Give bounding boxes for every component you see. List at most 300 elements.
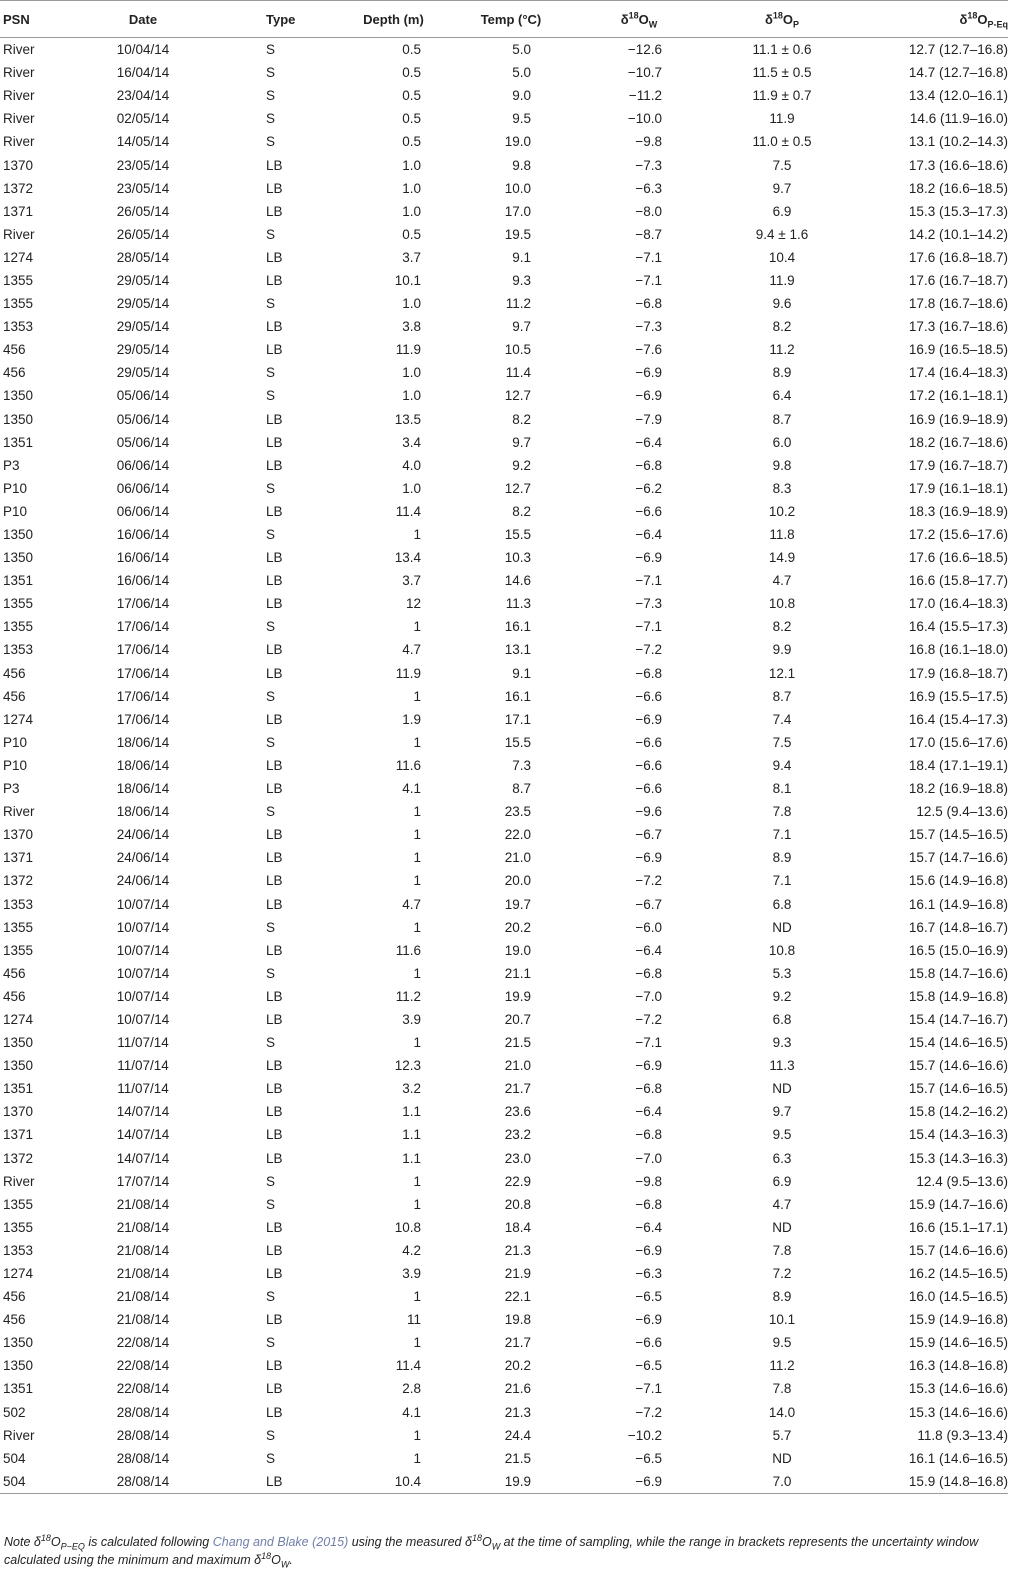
cell-d18op: 5.7 [772, 1427, 792, 1443]
cell-date: 02/05/14 [116, 111, 170, 127]
cell-psn: 1350 [3, 1358, 34, 1374]
cell-d18op: 11.9 [769, 111, 795, 127]
cell-psn: 1350 [3, 527, 34, 543]
table-row [0, 939, 1008, 962]
cell-d18ow: −6.9 [635, 850, 662, 866]
header-temp: Temp (°C) [451, 1, 571, 38]
cell-d18ow: −12.6 [627, 42, 662, 58]
table-row [0, 1262, 1008, 1285]
cell-d18opeq: 17.0 (15.6–17.6) [908, 734, 1008, 750]
cell-date: 10/07/14 [116, 988, 170, 1004]
cell-d18ow: −9.8 [635, 1173, 662, 1189]
cell-depth: 11.2 [395, 988, 421, 1004]
cell-d18op: 11.5 ± 0.5 [752, 65, 812, 81]
cell-psn: 1350 [3, 550, 34, 566]
cell-type: S [266, 965, 276, 981]
cell-psn: 1274 [3, 711, 34, 727]
cell-d18opeq: 18.2 (16.9–18.8) [908, 781, 1008, 797]
cell-type: LB [266, 180, 283, 196]
cell-d18opeq: 15.7 (14.7–16.6) [908, 850, 1008, 866]
cell-d18ow: −6.9 [635, 550, 662, 566]
table-row [0, 800, 1008, 823]
cell-d18op: 8.9 [772, 365, 792, 381]
cell-date: 06/06/14 [116, 503, 170, 519]
cell-type: S [266, 527, 276, 543]
cell-temp: 14.6 [504, 573, 531, 589]
cell-date: 24/06/14 [116, 850, 170, 866]
cell-type: S [266, 688, 276, 704]
cell-temp: 21.6 [504, 1381, 531, 1397]
cell-d18op: 9.2 [772, 988, 792, 1004]
cell-d18opeq: 18.3 (16.9–18.9) [908, 503, 1008, 519]
cell-psn: P3 [3, 781, 20, 797]
cell-d18ow: −6.9 [635, 1312, 662, 1328]
cell-psn: 1355 [3, 942, 34, 958]
cell-psn: 1351 [3, 1381, 34, 1397]
table-row [0, 1331, 1008, 1354]
cell-temp: 23.2 [504, 1127, 531, 1143]
cell-psn: 456 [3, 965, 26, 981]
cell-d18opeq: 13.4 (12.0–16.1) [908, 88, 1008, 104]
cell-d18ow: −10.0 [627, 111, 662, 127]
cell-type: S [266, 365, 276, 381]
cell-type: LB [266, 1242, 283, 1258]
table-row [0, 754, 1008, 777]
cell-d18opeq: 15.9 (14.6–16.5) [908, 1335, 1008, 1351]
cell-date: 28/08/14 [116, 1450, 170, 1466]
cell-d18op: 8.1 [772, 781, 792, 797]
table-row [0, 1354, 1008, 1377]
cell-d18op: 4.7 [772, 1196, 792, 1212]
cell-d18op: 8.7 [772, 411, 792, 427]
cell-type: LB [266, 550, 283, 566]
table-row [0, 846, 1008, 869]
cell-date: 28/08/14 [116, 1404, 170, 1420]
cell-d18op: 10.2 [768, 503, 796, 519]
cell-d18opeq: 16.9 (16.5–18.5) [908, 342, 1008, 358]
table-row [0, 1123, 1008, 1146]
cell-type: LB [266, 1404, 283, 1420]
table-row [0, 84, 1008, 107]
cell-d18opeq: 14.6 (11.9–16.0) [909, 111, 1008, 127]
cell-psn: 1353 [3, 1242, 34, 1258]
cell-depth: 0.5 [402, 42, 421, 58]
cell-d18opeq: 16.3 (14.8–16.8) [908, 1358, 1008, 1374]
cell-d18op: 10.1 [768, 1312, 796, 1328]
cell-date: 23/04/14 [116, 88, 170, 104]
table-row [0, 361, 1008, 384]
cell-d18ow: −6.5 [635, 1289, 662, 1305]
cell-d18ow: −7.1 [635, 1381, 662, 1397]
cell-d18ow: −7.3 [635, 319, 662, 335]
cell-d18opeq: 16.0 (14.5–16.5) [908, 1289, 1008, 1305]
cell-d18op: ND [772, 1219, 792, 1235]
table-header-row [0, 1, 1008, 38]
cell-temp: 24.4 [504, 1427, 531, 1443]
cell-d18opeq: 16.6 (15.8–17.7) [908, 573, 1008, 589]
cell-depth: 1.1 [402, 1150, 421, 1166]
cell-d18opeq: 16.4 (15.4–17.3) [908, 711, 1008, 727]
cell-psn: 1351 [3, 434, 34, 450]
cell-psn: River [3, 1173, 35, 1189]
cell-d18op: 7.0 [707, 1470, 857, 1494]
cell-temp: 9.7 [512, 434, 531, 450]
table-row [0, 916, 1008, 939]
cell-d18ow: −6.9 [635, 388, 662, 404]
cell-depth: 1 [413, 1427, 421, 1443]
table-row [0, 638, 1008, 661]
cell-temp: 9.7 [512, 319, 531, 335]
cell-psn: 1372 [3, 180, 34, 196]
table-row [0, 1100, 1008, 1123]
cell-d18op: 14.9 [768, 550, 796, 566]
cell-d18opeq: 17.6 (16.7–18.7) [908, 272, 1008, 288]
cell-d18ow: −11.2 [628, 88, 662, 104]
cell-d18opeq: 18.4 (17.1–19.1) [908, 757, 1008, 773]
cell-d18opeq: 14.2 (10.1–14.2) [908, 226, 1008, 242]
cell-depth: 1.0 [402, 180, 421, 196]
cell-psn: 1350 [3, 411, 34, 427]
cell-d18op: 5.3 [772, 965, 792, 981]
cell-type: S [266, 480, 276, 496]
cell-depth: 1 [413, 1289, 421, 1305]
cell-d18ow: −8.7 [635, 226, 662, 242]
cell-temp: 19.5 [504, 226, 531, 242]
cell-depth: 11.6 [395, 942, 421, 958]
cell-date: 10/07/14 [116, 942, 170, 958]
cell-date: 26/05/14 [116, 203, 170, 219]
cell-d18ow: −6.9 [571, 1470, 707, 1494]
cell-depth: 11.6 [395, 757, 421, 773]
cell-type: LB [266, 1381, 283, 1397]
cell-d18opeq: 15.9 (14.7–16.6) [908, 1196, 1008, 1212]
cell-type: S [266, 42, 276, 58]
cell-temp: 9.0 [512, 88, 531, 104]
cell-d18op: 11.1 ± 0.6 [752, 42, 812, 58]
cell-d18opeq: 15.4 (14.7–16.7) [908, 1011, 1008, 1027]
table-row [0, 1239, 1008, 1262]
cell-type: LB [266, 411, 283, 427]
cell-type: LB [266, 1219, 283, 1235]
cell-d18op: 6.9 [772, 1173, 792, 1189]
cell-d18op: 9.4 [772, 757, 792, 773]
cell-d18op: 7.4 [772, 711, 792, 727]
table-row [0, 546, 1008, 569]
citation-link[interactable]: Chang and Blake (2015) [212, 1535, 349, 1549]
cell-depth: 0.5 [402, 65, 421, 81]
cell-psn: River [3, 226, 35, 242]
table-row [0, 454, 1008, 477]
cell-temp: 16.1 [504, 619, 531, 635]
cell-date: 16/06/14 [116, 527, 170, 543]
table-row [0, 200, 1008, 223]
cell-type: LB [266, 873, 283, 889]
table-row [0, 869, 1008, 892]
cell-type: LB [266, 319, 283, 335]
table-row [0, 685, 1008, 708]
cell-psn: 1355 [3, 596, 34, 612]
table-row [0, 61, 1008, 84]
footnote-symbol: $\delta^{18}O_{P-EQ}$ [33, 1532, 85, 1552]
cell-depth: 1.0 [402, 296, 421, 312]
table-row [0, 1031, 1008, 1054]
cell-temp: 21.7 [504, 1335, 531, 1351]
header-d18ow: $\delta^{18}O_W$ [571, 1, 707, 38]
cell-d18ow: −6.8 [635, 1196, 662, 1212]
cell-temp: 21.3 [504, 1404, 531, 1420]
cell-psn: River [3, 65, 35, 81]
cell-d18opeq: 17.9 (16.8–18.7) [908, 665, 1008, 681]
cell-d18ow: −6.0 [635, 919, 662, 935]
cell-type: S [266, 88, 276, 104]
cell-d18opeq: 15.8 (14.9–16.8) [908, 988, 1008, 1004]
table-footnote: Note $\delta^{18}O_{P-EQ}$ is calculated following Chang and Blake (2015) using the measured $\delta^{18}O_W$ at the time of sampling, while the range in brackets represents the uncertainty window calculated using the minimum and maximum $\delta^{18}O_W$. [4, 1532, 979, 1570]
cell-psn: 1350 [3, 388, 34, 404]
cell-depth: 1 [413, 804, 421, 820]
cell-psn: 1355 [3, 1219, 34, 1235]
cell-d18ow: −6.6 [635, 781, 662, 797]
cell-type: LB [266, 1104, 283, 1120]
cell-psn: 1355 [3, 619, 34, 635]
cell-d18op: 9.5 [772, 1335, 792, 1351]
cell-type: S [266, 1450, 276, 1466]
cell-type: LB [266, 896, 283, 912]
table-row [0, 107, 1008, 130]
cell-d18ow: −10.2 [627, 1427, 662, 1443]
cell-temp: 21.9 [504, 1266, 531, 1282]
cell-date: 14/07/14 [116, 1127, 170, 1143]
table-body [0, 38, 1008, 1494]
cell-type: LB [266, 1011, 283, 1027]
table-row [0, 1147, 1008, 1170]
cell-type: LB [266, 573, 283, 589]
cell-type: S [266, 1196, 276, 1212]
cell-d18op: 9.9 [772, 642, 792, 658]
cell-d18opeq: 15.3 (15.3–17.3) [908, 203, 1008, 219]
cell-temp: 9.8 [512, 157, 531, 173]
cell-depth: 1.0 [402, 203, 421, 219]
cell-depth: 4.1 [402, 781, 421, 797]
cell-psn: 1355 [3, 1196, 34, 1212]
cell-d18op: 7.5 [772, 734, 792, 750]
table-row [0, 777, 1008, 800]
cell-psn: 1370 [3, 157, 34, 173]
cell-psn: 1353 [3, 319, 34, 335]
cell-d18ow: −6.8 [635, 296, 662, 312]
cell-temp: 20.2 [504, 1358, 531, 1374]
cell-psn: P10 [3, 757, 28, 773]
cell-d18opeq: 18.2 (16.7–18.6) [908, 434, 1008, 450]
cell-temp: 19.0 [504, 134, 531, 150]
cell-temp: 8.2 [512, 411, 531, 427]
cell-type: S [266, 1289, 276, 1305]
cell-type: LB [266, 1312, 283, 1328]
cell-d18ow: −6.2 [635, 480, 662, 496]
cell-psn: 1355 [3, 296, 34, 312]
cell-d18opeq: 15.8 (14.2–16.2) [908, 1104, 1008, 1120]
cell-psn: 504 [3, 1450, 26, 1466]
cell-date: 16/04/14 [116, 65, 170, 81]
cell-d18opeq: 15.9 (14.9–16.8) [908, 1312, 1008, 1328]
cell-d18op: 6.4 [772, 388, 792, 404]
cell-d18op: 9.5 [772, 1127, 792, 1143]
table-row [0, 1054, 1008, 1077]
cell-d18ow: −7.9 [635, 411, 662, 427]
cell-temp: 8.7 [512, 781, 531, 797]
cell-d18ow: −6.8 [635, 1127, 662, 1143]
cell-date: 10/07/14 [116, 896, 170, 912]
cell-d18ow: −7.1 [635, 1035, 662, 1051]
cell-psn: 1370 [3, 1104, 34, 1120]
cell-psn: 1353 [3, 896, 34, 912]
cell-depth: 10.8 [394, 1219, 421, 1235]
cell-type: LB [266, 1058, 283, 1074]
cell-d18opeq: 17.6 (16.6–18.5) [908, 550, 1008, 566]
cell-date: 17/06/14 [116, 711, 170, 727]
cell-temp: 20.0 [504, 873, 531, 889]
cell-d18ow: −7.1 [635, 249, 662, 265]
cell-type: S [266, 1427, 276, 1443]
cell-d18opeq: 12.7 (12.7–16.8) [908, 42, 1008, 58]
cell-depth: 1.0 [402, 480, 421, 496]
cell-type: LB [266, 781, 283, 797]
cell-depth: 1 [413, 619, 421, 635]
cell-d18ow: −6.9 [635, 711, 662, 727]
table-row [0, 962, 1008, 985]
cell-d18opeq: 13.1 (10.2–14.3) [908, 134, 1008, 150]
table-row [0, 292, 1008, 315]
table-row [0, 177, 1008, 200]
cell-psn: River [3, 111, 35, 127]
cell-psn: 1355 [3, 919, 34, 935]
cell-type: S [266, 296, 276, 312]
cell-type: LB [266, 1266, 283, 1282]
cell-temp: 9.3 [512, 272, 531, 288]
cell-d18ow: −7.0 [635, 1150, 662, 1166]
cell-d18ow: −10.7 [627, 65, 662, 81]
table-row [0, 1193, 1008, 1216]
cell-temp: 22.0 [504, 827, 531, 843]
table-row [0, 384, 1008, 407]
cell-type: S [266, 65, 276, 81]
cell-d18ow: −6.3 [635, 1266, 662, 1282]
cell-d18ow: −6.6 [635, 734, 662, 750]
cell-date: 29/05/14 [116, 365, 170, 381]
table-row [0, 731, 1008, 754]
cell-d18op: 7.8 [772, 1242, 792, 1258]
cell-depth: 11.9 [395, 665, 421, 681]
cell-d18ow: −6.9 [635, 1058, 662, 1074]
cell-depth: 1 [413, 827, 421, 843]
cell-temp: 11.4 [505, 365, 531, 381]
cell-depth: 3.9 [402, 1266, 421, 1282]
cell-d18opeq: 18.2 (16.6–18.5) [908, 180, 1008, 196]
table-row [0, 38, 1008, 62]
cell-depth: 0.5 [402, 88, 421, 104]
cell-date: 17/06/14 [116, 642, 170, 658]
cell-depth: 4.0 [402, 457, 421, 473]
cell-depth: 0.5 [402, 134, 421, 150]
table-row [0, 823, 1008, 846]
cell-date: 11/07/14 [117, 1081, 169, 1097]
cell-d18ow: −6.4 [635, 942, 662, 958]
table-row [0, 1077, 1008, 1100]
cell-d18opeq: 17.3 (16.7–18.6) [908, 319, 1008, 335]
cell-d18ow: −7.1 [635, 573, 662, 589]
cell-depth: 3.4 [402, 434, 421, 450]
table-row [0, 1216, 1008, 1239]
cell-d18ow: −7.6 [635, 342, 662, 358]
table-row [0, 985, 1008, 1008]
table-row [0, 153, 1008, 176]
cell-d18opeq: 17.2 (16.1–18.1) [908, 388, 1008, 404]
cell-d18opeq: 16.8 (16.1–18.0) [908, 642, 1008, 658]
table-row [0, 592, 1008, 615]
cell-temp: 19.9 [504, 988, 531, 1004]
cell-d18opeq: 17.2 (15.6–17.6) [908, 527, 1008, 543]
cell-temp: 15.5 [504, 734, 531, 750]
cell-d18op: 6.9 [772, 203, 792, 219]
cell-type: LB [266, 1358, 283, 1374]
cell-d18op: 6.8 [772, 896, 792, 912]
cell-type: S [266, 1173, 276, 1189]
table-row [0, 246, 1008, 269]
cell-type: LB [266, 942, 283, 958]
cell-psn: 456 [3, 1312, 26, 1328]
cell-d18ow: −6.4 [635, 434, 662, 450]
cell-psn: P3 [3, 457, 20, 473]
cell-date: 28/08/14 [80, 1470, 206, 1494]
cell-d18opeq: 15.4 (14.3–16.3) [908, 1127, 1008, 1143]
cell-date: 06/06/14 [116, 457, 170, 473]
cell-d18op: 7.5 [772, 157, 792, 173]
cell-temp: 19.8 [504, 1312, 531, 1328]
cell-d18op: 11.9 ± 0.7 [752, 88, 812, 104]
cell-type: LB [266, 1127, 283, 1143]
cell-date: 17/06/14 [116, 596, 170, 612]
table-row [0, 1285, 1008, 1308]
cell-d18op: 6.8 [772, 1011, 792, 1027]
cell-d18opeq: 16.4 (15.5–17.3) [908, 619, 1008, 635]
cell-d18op: 7.8 [772, 804, 792, 820]
cell-psn: River [3, 88, 35, 104]
cell-d18op: 11.2 [769, 1358, 795, 1374]
cell-depth: 11.4 [395, 1358, 421, 1374]
cell-psn: River [3, 1427, 35, 1443]
table-row [0, 408, 1008, 431]
cell-depth: 1.9 [402, 711, 421, 727]
cell-psn: 456 [3, 342, 26, 358]
cell-type: LB [266, 249, 283, 265]
cell-date: 21/08/14 [116, 1219, 170, 1235]
cell-depth: 3.2 [402, 1081, 421, 1097]
cell-depth: 1.0 [402, 388, 421, 404]
cell-depth: 3.9 [402, 1011, 421, 1027]
cell-depth: 4.1 [402, 1404, 421, 1420]
cell-temp: 23.0 [504, 1150, 531, 1166]
cell-depth: 1 [413, 734, 421, 750]
table-row [0, 569, 1008, 592]
cell-date: 21/08/14 [116, 1312, 170, 1328]
cell-depth: 3.7 [402, 249, 421, 265]
cell-temp: 9.1 [512, 665, 531, 681]
cell-psn: P10 [3, 734, 28, 750]
cell-d18ow: −6.6 [635, 1335, 662, 1351]
cell-d18op: 10.8 [768, 596, 796, 612]
cell-d18opeq: 15.7 (14.5–16.5) [908, 827, 1008, 843]
cell-date: 05/06/14 [116, 434, 170, 450]
cell-type: LB [266, 665, 283, 681]
